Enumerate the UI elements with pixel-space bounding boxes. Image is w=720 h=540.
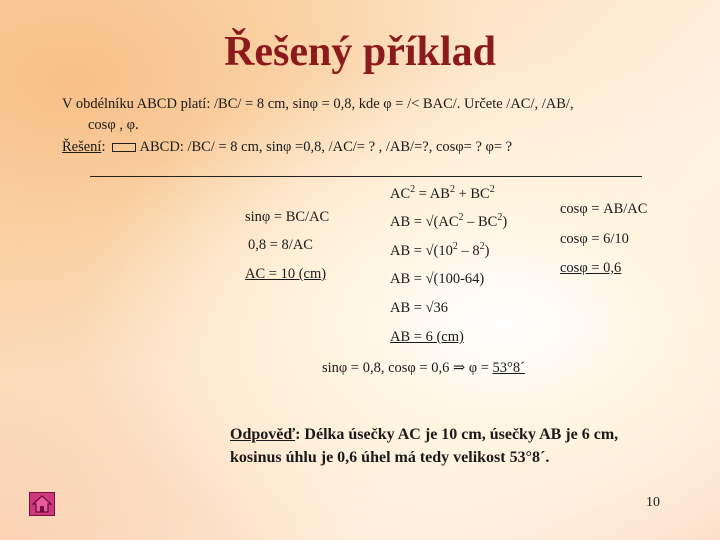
page-number: 10 [646,495,660,510]
cos-equation: cosφ = AB/AC [560,201,648,217]
sin-substitution: 0,8 = 8/AC [248,237,313,253]
answer-label: Odpověď [230,426,296,443]
solution-line [62,139,512,156]
home-icon [30,493,54,515]
ab-substitution: AB = $√(10^2 - 8^2)$ [390,241,490,259]
cos-substitution: cosφ = 6/10 [560,231,629,247]
pythagoras-formula: $AC^2 = AB^2 + BC^2$ [390,184,495,202]
solution-colon: : [101,139,106,155]
ab-difference: AB = √(100-64) [390,271,485,287]
slide-title: Řešený příklad [224,29,496,75]
ac-result: AC = 10 (cm) [245,266,327,282]
home-button[interactable] [29,492,55,516]
sin-equation: sinφ = BC/AC [245,209,330,225]
ab-root: AB = √36 [390,300,449,316]
angle-value: 53°8´ [492,360,525,376]
rectangle-icon [112,143,136,152]
solution-label: Řešení [62,139,102,155]
cos-result: cosφ = 0,6 [560,260,622,276]
answer-line-2: kosinus úhlu je 0,6 úhel má tedy velikost 53°8´. [230,449,550,466]
solution-givens: ABCD: /BC/ = 8 cm, sinφ =0,8, /AC/= ? , /AB/=?, cosφ= ? φ= ? [139,139,513,155]
ab-result: AB = 6 (cm) [390,329,464,345]
task-line-1: V obdélníku ABCD platí: /BC/ = 8 cm, sinφ = 0,8, kde φ = /< BAC/. Určete /AC/, /AB/, [62,96,574,112]
task-line-2: cosφ , φ. [88,117,139,133]
angle-result: sinφ = 0,8, cosφ = 0,6 ⇒ φ = 53°8´ [322,360,525,376]
divider-line [90,176,642,177]
answer-line-1: Odpověď: Délka úsečky AC je 10 cm, úsečky AB je 6 cm, [230,426,619,443]
ab-formula: AB = $√(AC^2 - BC^2)$ [390,212,508,230]
